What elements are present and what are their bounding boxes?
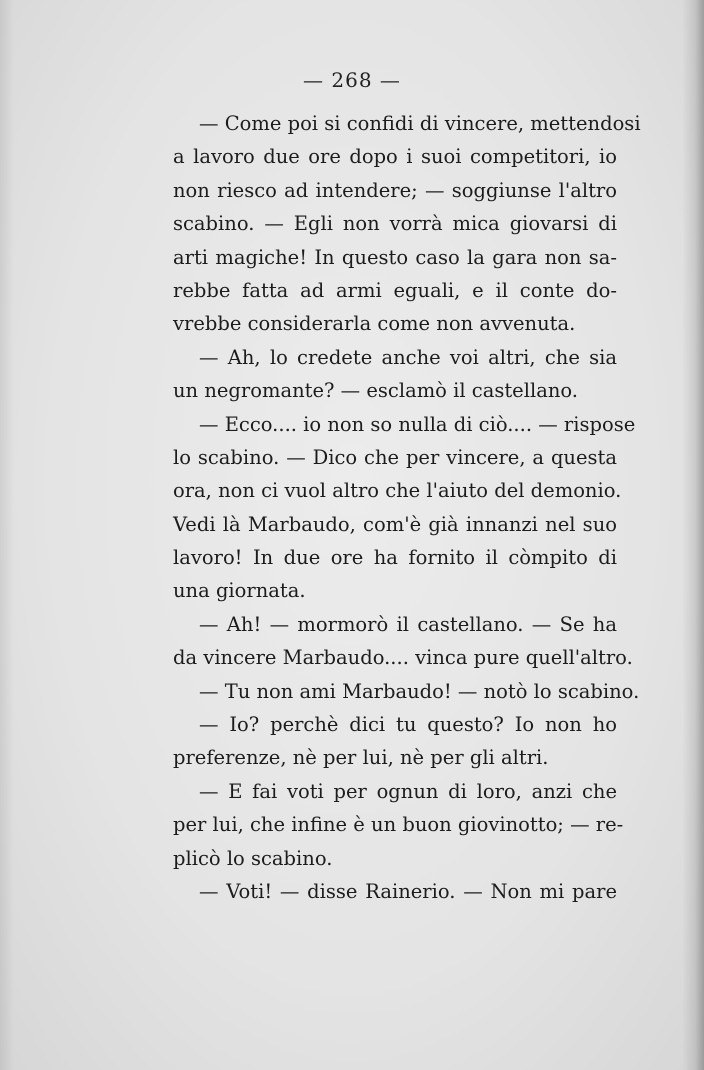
body-text <box>173 107 641 908</box>
text-line: lo scabino. — Dico che per vincere, a questa <box>173 445 617 469</box>
paragraph <box>173 708 617 775</box>
text-line: ora, non ci vuol altro che l'aiuto del demonio. <box>173 479 622 503</box>
text-line: — Voti! — disse Rainerio. — Non mi pare <box>199 879 617 903</box>
paragraph <box>173 875 617 908</box>
text-line: — Ah! — mormorò il castellano. — Se ha <box>199 612 617 636</box>
text-line: una giornata. <box>173 579 306 603</box>
text-line: — Ecco.... io non so nulla di ciò.... — rispose <box>199 412 636 436</box>
text-line: — Tu non ami Marbaudo! — notò lo scabino. <box>199 679 640 703</box>
text-line: — Come poi si confidi di vincere, mettendosi <box>199 112 641 135</box>
text-line: preferenze, nè per lui, nè per gli altri. <box>173 746 549 770</box>
text-line: — E fai voti per ognun di loro, anzi che <box>199 779 617 803</box>
text-line: da vincere Marbaudo.... vinca pure quell'altro. <box>173 646 633 670</box>
text-line: plicò lo scabino. <box>173 846 333 870</box>
paragraph <box>173 775 624 875</box>
text-line: a lavoro due ore dopo i suoi competitori, io <box>173 145 617 169</box>
paragraph <box>173 408 636 608</box>
text-line: un negromante? — esclamò il castellano. <box>173 379 578 403</box>
text-line: non riesco ad intendere; — soggiunse l'altro <box>173 178 617 202</box>
paragraph <box>173 341 617 408</box>
text-line: scabino. — Egli non vorrà mica giovarsi di <box>173 212 617 236</box>
paragraph <box>173 608 633 675</box>
text-line: — Ah, lo credete anche voi altri, che sia <box>199 345 617 369</box>
spine-shadow <box>682 0 704 1070</box>
text-line: lavoro! In due ore ha fornito il còmpito di <box>173 546 617 570</box>
paragraph <box>173 675 640 708</box>
text-line: Vedi là Marbaudo, com'è già innanzi nel suo <box>173 512 617 536</box>
text-line: rebbe fatta ad armi eguali, e il conte do- <box>173 278 617 302</box>
text-line: vrebbe considerarla come non avvenuta. <box>173 312 576 336</box>
text-line: per lui, che infine è un buon giovinotto; — re- <box>173 813 624 837</box>
text-line: — Io? perchè dici tu questo? Io non ho <box>199 713 617 737</box>
page-edge-shadow <box>0 0 14 1070</box>
page-number: — 268 — <box>303 68 401 92</box>
text-line: arti magiche! In questo caso la gara non sa- <box>173 245 617 269</box>
paragraph <box>173 107 641 341</box>
